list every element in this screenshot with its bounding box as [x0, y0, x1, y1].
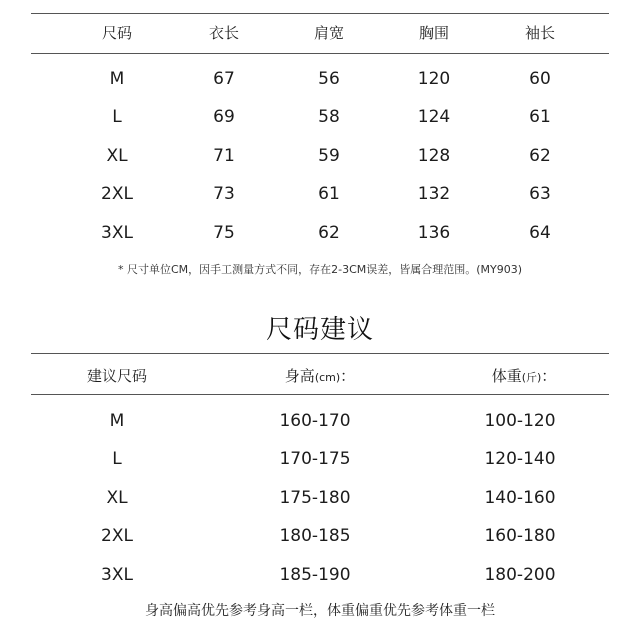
cell-sleeve: 62	[529, 146, 551, 166]
rec-cell-height: 185-190	[279, 565, 351, 585]
rec-header-row	[0, 361, 640, 391]
rec-header-size: 建议尺码	[86, 367, 148, 385]
section-title: 尺码建议	[265, 315, 374, 345]
height-unit: (cm)	[314, 371, 341, 384]
rec-cell-weight: 120-140	[484, 449, 556, 469]
table-row	[0, 521, 640, 551]
rec-cell-weight: 100-120	[484, 411, 556, 431]
cell-size: L	[112, 107, 122, 127]
cell-size: XL	[106, 146, 128, 166]
height-colon: ：	[340, 367, 356, 385]
cell-length: 69	[213, 107, 235, 127]
table-row	[0, 218, 640, 248]
rec-cell-size: 3XL	[101, 565, 133, 585]
measurement-note: * 尺寸单位CM，因手工测量方式不同，存在2-3CM误差，皆属合理范围。(MY903)	[117, 263, 523, 276]
cell-shoulder: 58	[318, 107, 340, 127]
cell-chest: 132	[417, 184, 451, 204]
cell-length: 71	[213, 146, 235, 166]
table-row	[0, 179, 640, 209]
cell-length: 75	[213, 223, 235, 243]
cell-size: 3XL	[101, 223, 133, 243]
header-sleeve: 袖长	[524, 24, 556, 42]
recommendation-footer-note: 身高偏高优先参考身高一栏，体重偏重优先参考体重一栏	[145, 603, 495, 619]
top-border	[31, 13, 609, 14]
rec-header-height	[285, 361, 355, 391]
cell-length: 67	[213, 69, 235, 89]
table-row	[0, 483, 640, 513]
header-divider	[31, 53, 609, 54]
table-row	[0, 102, 640, 132]
rec-cell-size: XL	[106, 488, 128, 508]
cell-sleeve: 63	[529, 184, 551, 204]
cell-chest: 124	[417, 107, 451, 127]
rec-cell-weight: 180-200	[484, 565, 556, 585]
cell-sleeve: 60	[529, 69, 551, 89]
cell-shoulder: 62	[318, 223, 340, 243]
rec-cell-size: L	[112, 449, 122, 469]
cell-sleeve: 61	[529, 107, 551, 127]
size-chart-header-row	[0, 18, 640, 48]
cell-length: 73	[213, 184, 235, 204]
cell-shoulder: 61	[318, 184, 340, 204]
table-row	[0, 64, 640, 94]
rec-cell-weight: 140-160	[484, 488, 556, 508]
cell-shoulder: 59	[318, 146, 340, 166]
rec-cell-height: 160-170	[279, 411, 351, 431]
header-length: 衣长	[208, 24, 240, 42]
rec-cell-height: 170-175	[279, 449, 351, 469]
cell-size: 2XL	[101, 184, 133, 204]
rec-cell-height: 175-180	[279, 488, 351, 508]
weight-label: 体重	[491, 367, 522, 385]
table-row	[0, 560, 640, 590]
height-label: 身高	[284, 367, 315, 385]
table-row	[0, 141, 640, 171]
header-chest: 胸围	[418, 24, 450, 42]
rec-header-divider	[31, 394, 609, 395]
cell-chest: 120	[417, 69, 451, 89]
cell-chest: 128	[417, 146, 451, 166]
weight-colon: ：	[541, 367, 557, 385]
rec-cell-height: 180-185	[279, 526, 351, 546]
cell-chest: 136	[417, 223, 451, 243]
rec-cell-size: M	[109, 411, 125, 431]
cell-shoulder: 56	[318, 69, 340, 89]
cell-sleeve: 64	[529, 223, 551, 243]
rec-cell-weight: 160-180	[484, 526, 556, 546]
weight-unit: (斤)	[521, 371, 542, 384]
rec-top-border	[31, 353, 609, 354]
table-row	[0, 406, 640, 436]
header-shoulder: 肩宽	[313, 24, 345, 42]
rec-header-weight	[492, 361, 557, 391]
rec-cell-size: 2XL	[101, 526, 133, 546]
table-row	[0, 444, 640, 474]
header-size: 尺码	[101, 24, 133, 42]
cell-size: M	[109, 69, 125, 89]
